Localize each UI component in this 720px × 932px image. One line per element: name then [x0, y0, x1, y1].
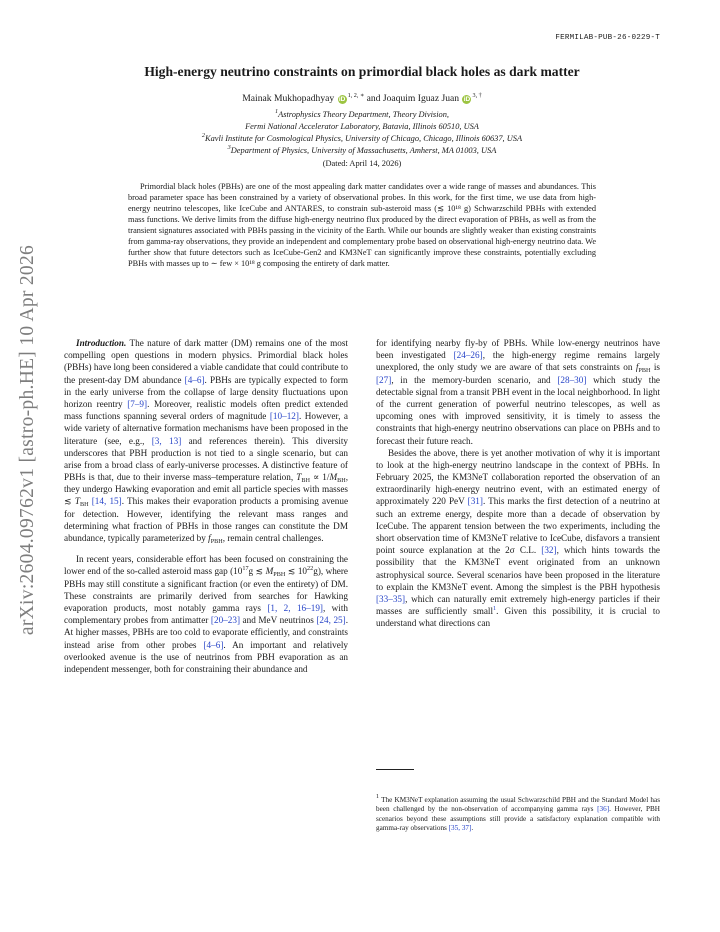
footnote-divider — [376, 769, 414, 770]
affiliation-line: $^2$Kavli Institute for Cosmological Physics, University of Chicago, Chicago, Illinois 60637, USA — [201, 132, 523, 143]
citation-link[interactable]: [1, 2, 16–19] — [267, 602, 323, 613]
citation-link[interactable]: [24, 25] — [316, 615, 346, 626]
paragraph: Besides the above, there is yet another motivation of why it is important to look at the high-energy neutrino landscape in the context of PBHs. In February 2025, the KM3NeT collaboration reported the observation of an extraordinarily high-energy neutrino event, with an estimated energy of approximately 220 PeV [31]. This marks the first detection of a neutrino at such an extreme energy, despite more than a decade of observation by IceCube. The apparent tension between the two experiments, including the short observation time of KM3NeT relative to IceCube, disfavors a transient point source explanation at the 2σ C.L. [32], which hints towards the possibility that the KM3NeT event originated from an unknown astrophysical source. Several scenarios have been proposed in the literature to explain the KM3NeT event. Among the simplest is the PBH hypothesis [33–35], which can naturally emit extremely high-energy particles if their masses are sufficiently small$^1$. Given this possibility, it is crucial to understand what directions can — [376, 447, 660, 629]
paper-title: High-energy neutrino constraints on primordial black holes as dark matter — [144, 64, 580, 79]
citation-link[interactable]: [4–6] — [184, 374, 205, 385]
citation-link[interactable]: [36] — [597, 805, 610, 814]
citation-link[interactable]: [4–6] — [203, 639, 224, 650]
author-conjunction: and — [366, 93, 381, 104]
affiliation-marks: 3, † — [472, 92, 482, 99]
author-name: Joaquim Iguaz Juan — [382, 93, 460, 104]
report-number: FERMILAB-PUB-26-0229-T — [555, 34, 660, 42]
author-list — [64, 93, 660, 104]
arxiv-identifier: arXiv:2604.09762v1 [astro-ph.HE] 10 Apr 2026 — [17, 244, 38, 636]
citation-link[interactable]: [32] — [541, 545, 557, 556]
date-line: (Dated: April 14, 2026) — [322, 159, 402, 168]
left-column — [64, 337, 348, 675]
citation-link[interactable]: [33–35] — [376, 593, 406, 604]
citation-link[interactable]: [28–30] — [557, 374, 587, 385]
citation-link[interactable]: [7–9] — [127, 398, 148, 409]
paragraph: In recent years, considerable effort has been focused on constraining the lower end of the so-called asteroid mass gap ($10^{17}g$ ≲ $M_{PBH}$ ≲ $10^{22}g$), where PBHs may still constitute a significant fraction (or even the entirety) of DM. These constraints are primarily derived from searches for Hawking evaporation products, most notably gamma rays [1, 2, 16–19], with complementary probes from antimatter [20–23] and MeV neutrinos [24, 25]. At higher masses, PBHs are too cold to evaporate efficiently, and constraints instead arise from other probes [4–6]. An important and relatively overlooked avenue is the use of neutrinos from PBH evaporation as an independent messenger, both for constraining their abundance and — [64, 554, 349, 674]
citation-link[interactable]: [20–23] — [210, 615, 241, 626]
orcid-icon[interactable]: iD — [463, 96, 471, 103]
affiliation-line: $^1$Astrophysics Theory Department, Theory Division, — [275, 108, 449, 119]
citation-link[interactable]: [10–12] — [269, 411, 299, 422]
author-name: Mainak Mukhopadhyay — [242, 93, 335, 104]
footnote-marker[interactable]: 1 — [493, 605, 497, 613]
paragraph: Introduction. The nature of dark matter (DM) remains one of the most compelling open questions in modern physics. Primordial black holes (PBHs) have long been considered a viable candidate that could contribute to the present-day DM abundance [4–6]. PBHs are typically expected to form in the early universe from the collapse of large density fluctuations upon horizon reentry [7–9]. Moreover, realistic models often predict extended mass functions spanning several orders of magnitude [10–12]. However, a wide variety of alternative formation mechanisms have been proposed in the literature (see, e.g., [3, 13] and references therein). This diversity underscores that PBH production is not tied to a single scenario, but can arise from a broad class of early-universe processes. A distinctive feature of PBHs is that, due to their inverse mass–temperature relation, $T_{BH} \propto 1/M_{BH}$, they undergo Hawking evaporation and emit all particle species with masses ≲ $T_{BH}$ [14, 15]. This makes their evaporation products a promising avenue for detection. However, identifying the relevant mass ranges and determining what fraction of PBHs in those ranges can constitute the DM abundance, typically parameterized by $f_{PBH}$, remain central challenges. — [64, 338, 349, 545]
citation-link[interactable]: [14, 15] — [91, 496, 122, 507]
abstract: Primordial black holes (PBHs) are one of the most appealing dark matter candidates over a wide range of masses and abundances. This broad parameter space has been constrained by a variety of observational probes. In this work, for the first time, we use data from high-energy neutrino telescopes, like IceCube and ANTARES, to constrain sub-asteroid mass (≲ 10¹⁸ g) Schwarzschild PBHs with extended mass functions. We derive limits from the diffuse high-energy neutrino flux produced by the direct evaporation of PBHs, as well as from the transient signatures associated with PBHs passing in the vicinity of the Earth. While our bounds are slightly weaker than existing constraints from gamma-ray observations, they provide an independent and complementary probe based on observational high-energy neutrino data. We further show that future detectors such as IceCube-Gen2 and KM3NeT can significantly improve these constraints, potentially excluding PBHs with masses up to ∼ few × 10¹⁸ g composing the entirety of dark matter. — [128, 182, 596, 268]
affiliation-marks: 1, 2, ∗ — [347, 92, 365, 99]
citation-link[interactable]: [27] — [376, 374, 392, 385]
citation-link[interactable]: [35, 37] — [448, 824, 472, 833]
citation-link[interactable]: [3, 13] — [151, 435, 182, 446]
footnote: $^1$ The KM3NeT explanation assuming the usual Schwarzschild PBH and the Standard Model has been challenged by the non-observation of accompanying gamma rays [36]. However, PBH scenarios beyond these assumptions still provide a satisfactory explanation compatible with gamma-ray observations [35, 37]. — [376, 793, 660, 833]
right-column — [376, 337, 660, 630]
affiliation-line: Fermi National Accelerator Laboratory, Batavia, Illinois 60510, USA — [245, 122, 479, 131]
citation-link[interactable]: [24–26] — [453, 350, 483, 361]
orcid-icon[interactable]: iD — [338, 96, 346, 103]
arxiv-sidebar — [4, 230, 52, 650]
paragraph: for identifying nearby fly-by of PBHs. While low-energy neutrinos have been investigated [24–26], the high-energy regime remains largely unexplored, the only study we are aware of that sets constraints on $f_{PBH}$ is [27], in the memory-burden scenario, and [28–30] which study the detectable signal from a transit PBH event in the local neighborhood. In light of the current generation of powerful neutrino telescopes, as well as upcoming ones with improved sensitivity, it is timely to assess the constraints that high-energy neutrino observations can place on PBHs and to forecast their future reach. — [376, 338, 660, 446]
section-heading: Introduction. — [76, 338, 127, 348]
affiliation-line: $^3$Department of Physics, University of Massachusetts, Amherst, MA 01003, USA — [227, 144, 497, 155]
citation-link[interactable]: [31] — [467, 496, 483, 507]
